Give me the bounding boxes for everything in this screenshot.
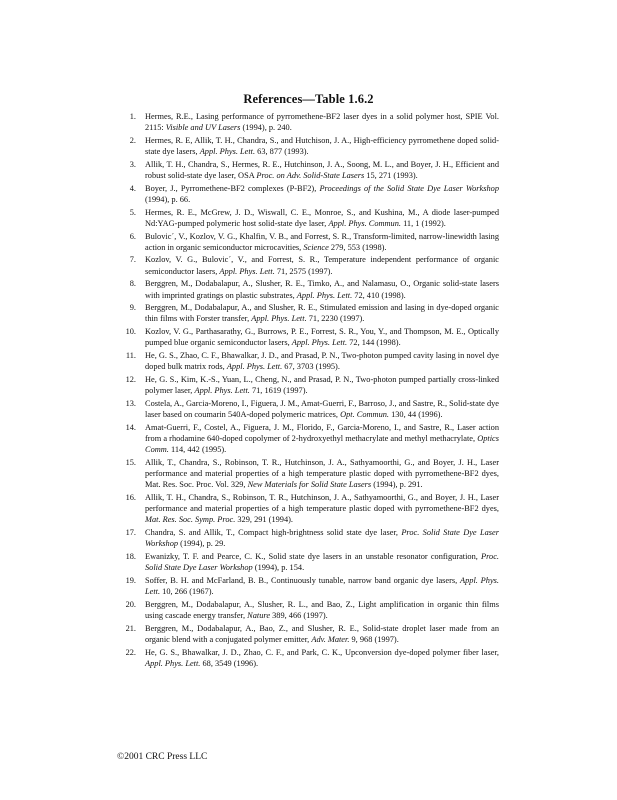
reference-item (117, 575, 499, 597)
reference-text: Berggren, M., Dodabalapur, A., Slusher, R. L., and Bao, Z., Light amplification in organic thin films using cascade energy transfer, (145, 599, 499, 621)
reference-number: 9 . (122, 302, 136, 313)
reference-item (117, 302, 499, 324)
reference-number: 2 . (122, 135, 136, 146)
reference-item (117, 159, 499, 181)
reference-number: 3 . (122, 159, 136, 170)
reference-item (117, 350, 499, 372)
reference-text: 389, 466 (1997). (270, 611, 328, 621)
reference-number: 1 . (122, 111, 136, 122)
reference-number: 10 . (122, 326, 136, 337)
reference-source-italic: Appl. Phys. Lett. (194, 386, 250, 396)
reference-text: Hermes, R.E., Lasing performance of pyrromethene-BF2 laser dyes in a solid polymer host, SPIE Vol. 2115: (145, 112, 499, 133)
reference-text: (1994), p. 66. (145, 194, 191, 204)
reference-number: 11 . (122, 350, 136, 361)
reference-item (117, 457, 499, 491)
reference-number: 15 . (122, 457, 136, 468)
reference-item (117, 374, 499, 396)
reference-number: 16 . (122, 492, 136, 503)
reference-source-italic: Optics Comm. (145, 433, 499, 455)
reference-number: 4 . (122, 183, 136, 194)
reference-number: 8 . (122, 278, 136, 289)
reference-number: 22 . (122, 647, 136, 658)
reference-number: 13 . (122, 398, 136, 409)
reference-item (117, 254, 499, 276)
reference-text: 9, 968 (1997). (349, 634, 399, 644)
reference-text: 279, 553 (1998). (328, 242, 387, 252)
reference-text: 71, 2575 (1997). (274, 266, 333, 276)
reference-item (117, 623, 499, 645)
reference-text: Berggren, M., Dodabalapur, A., Slusher, R. E., Timko, A., and Nalamasu, O., Organic solid-state lasers with imprinted gratings on plastic substrates, (145, 279, 499, 300)
reference-text: (1994), p. 154. (252, 563, 305, 573)
reference-text: Soffer, B. H. and McFarland, B. B., Continuously tunable, narrow band organic dye lasers, (145, 575, 461, 585)
reference-item (117, 647, 499, 669)
reference-source-italic: Mat. Res. Soc. Symp. Proc. (145, 515, 236, 525)
reference-source-italic: Visible and UV Lasers (165, 123, 241, 133)
reference-item (117, 422, 499, 456)
reference-text: 71, 1619 (1997). (249, 386, 308, 396)
reference-source-italic: Appl. Phys. Lett. (226, 362, 283, 372)
reference-text: 67, 3703 (1995). (282, 362, 340, 372)
reference-text: (1994), p. 29. (178, 539, 226, 549)
reference-source-italic: Opt. Commun. (340, 410, 389, 420)
reference-item (117, 278, 499, 300)
reference-text: 15, 271 (1993). (364, 171, 418, 181)
reference-number: 7 . (122, 254, 136, 265)
reference-text: 63, 877 (1993). (255, 147, 309, 157)
reference-text: 71, 2230 (1997). (306, 314, 365, 324)
reference-source-italic: Proc. Solid State Dye Laser Workshop (145, 528, 499, 549)
reference-text: 72, 410 (1998). (352, 290, 406, 300)
reference-text: Ewanizky, T. F. and Pearce, C. K., Solid state dye lasers in an unstable resonator configuration, (145, 552, 481, 562)
reference-source-italic: Appl. Phys. Lett. (219, 266, 275, 276)
reference-item (117, 231, 499, 253)
reference-source-italic: Science (303, 242, 329, 252)
reference-text: 329, 291 (1994). (235, 515, 294, 525)
reference-text: Boyer, J., Pyrromethene-BF2 complexes (P-BF2), (145, 183, 320, 193)
reference-item (117, 527, 499, 549)
reference-list (117, 111, 499, 671)
reference-text: 114, 442 (1995). (168, 445, 227, 455)
reference-number: 12 . (122, 374, 136, 385)
reference-number: 6 . (122, 231, 136, 242)
reference-source-italic: Appl. Phys. Lett. (251, 314, 307, 324)
reference-source-italic: Appl. Phys. Lett. (296, 290, 353, 300)
reference-source-italic: Appl. Phys. Lett. (199, 147, 256, 157)
reference-text: Berggren, M., Dodabalapur, A., Bao, Z., and Slusher, R. E., Solid-state droplet laser made from an organic blend with a conjugated polymer emitter, (145, 623, 499, 644)
reference-text: He, G. S., Bhawalkar, J. D., Zhao, C. F., and Park, C. K., Upconversion dye-doped polymer fiber laser, (145, 647, 499, 657)
reference-item (117, 111, 499, 133)
reference-text: Amat-Guerri, F., Costel, A., Figuera, J. M., Florido, F., Garcia-Moreno, I., and Sastre, R., Laser action from a rhodamine 640-doped copolymer of 2-hydroxyethyl methacrylate and methyl methacrylate, (145, 422, 499, 443)
reference-text: (1994), p. 240. (240, 123, 292, 133)
reference-item (117, 135, 499, 157)
reference-text: Kozlov, V. G., Bulovic´, V., and Forrest, S. R., Temperature independent performance of organic semiconductor lasers, (145, 255, 499, 276)
reference-item (117, 326, 499, 348)
reference-number: 19 . (122, 575, 136, 586)
reference-item (117, 599, 499, 621)
reference-text: Hermes, R. E, Allik, T. H., Chandra, S., and Hutchison, J. A., High-efficiency pyrromethene doped solid-state dye lasers, (145, 135, 499, 157)
reference-source-italic: Nature (247, 611, 271, 621)
reference-item (117, 551, 499, 573)
reference-source-italic: Appl. Phys. Commun. (328, 218, 401, 228)
reference-source-italic: Appl. Phys. Lett. (145, 575, 499, 597)
reference-text: 72, 144 (1998). (347, 338, 401, 348)
reference-number: 21 . (122, 623, 136, 634)
reference-text: Berggren, M., Dodabalapur, A., and Slusher, R. E., Stimulated emission and lasing in dye-doped organic thin films with Forster transfer, (145, 303, 499, 324)
reference-source-italic: Appl. Phys. Lett. (145, 658, 201, 668)
reference-text: 10, 266 (1967). (160, 587, 214, 597)
reference-source-italic: Appl. Phys. Lett. (291, 338, 348, 348)
reference-text: Costela, A., Garcia-Moreno, I., Figuera, J. M., Amat-Guerri, F., Barroso, J., and Sastre, R., Solid-state dye laser based on coumarin 540A-doped polymeric matrices, (145, 398, 499, 420)
reference-text: 130, 44 (1996). (389, 410, 443, 420)
reference-source-italic: New Materials for Solid State Lasers (247, 480, 372, 490)
reference-number: 20 . (122, 599, 136, 610)
page-title: References—Table 1.6.2 (243, 92, 374, 106)
reference-text: Bulovic´, V., Kozlov, V. G., Khalfin, V. B., and Forrest, S. R., Transform-limited, narrow-linewidth lasing action in organic semiconductor microcavities, (145, 231, 499, 252)
reference-number: 18 . (122, 551, 136, 562)
reference-source-italic: Adv. Mater. (311, 634, 350, 644)
reference-item (117, 207, 499, 229)
reference-number: 17 . (122, 527, 136, 538)
copyright-footer: ©2001 CRC Press LLC (117, 752, 208, 762)
reference-text: Allik, T. H., Chandra, S., Robinson, T. R., Hutchinson, J. A., Sathyamoorthi, G., and Boyer, J. H., Laser performance and material properties of a high temperature plastic doped with pyrromethene-BF2 dyes, (145, 493, 499, 514)
reference-text: Allik, T. H., Chandra, S., Hermes, R. E., Hutchinson, J. A., Soong, M. L., and Boyer, J. H., Efficient and robust solid-state dye laser, OSA (145, 159, 499, 181)
reference-text: 68, 3549 (1996). (200, 658, 259, 668)
reference-item (117, 492, 499, 526)
reference-number: 14 . (122, 422, 136, 433)
reference-text: He, G. S., Kim, K.-S., Yuan, L., Cheng, N., and Prasad, P. N., Two-photon pumped partially cross-linked polymer laser, (145, 374, 499, 396)
reference-item (117, 183, 499, 205)
reference-text: Chandra, S. and Allik, T., Compact high-brightness solid state dye laser, (145, 528, 402, 538)
reference-text: Hermes, R. E., McGrew, J. D., Wiswall, C. E., Monroe, S., and Kushina, M., A diode laser-pumped Nd:YAG-pumped polymeric host solid-state dye laser, (145, 207, 499, 228)
reference-source-italic: Proceedings of the Solid State Dye Laser Workshop (319, 183, 500, 193)
reference-text: He, G. S., Zhao, C. F., Bhawalkar, J. D., and Prasad, P. N., Two-photon pumped cavity lasing in novel dye doped bulk matrix rods, (145, 351, 499, 372)
reference-text: Kozlov, V. G., Parthasarathy, G., Burrows, P. E., Forrest, S. R., You, Y., and Thompson, M. E., Optically pumped blue organic semiconductor lasers, (145, 327, 499, 348)
reference-text: Allik, T., Chandra, S., Robinson, T. R., Hutchinson, J. A., Sathyamoorthi, G., and Boyer, J. H., Laser performance and material properties of a high temperature plastic doped with pyrromethene-BF2 dyes, Mat. Res. Soc. Proc. Vol. 329, (145, 457, 499, 490)
reference-text: (1994), p. 291. (371, 480, 423, 490)
reference-source-italic: Proc. on Adv. Solid-State Lasers (256, 171, 365, 181)
reference-source-italic: Proc. Solid State Dye Laser Workshop (145, 552, 499, 573)
reference-text: 11, 1 (1992). (400, 218, 446, 228)
reference-number: 5 . (122, 207, 136, 218)
reference-item (117, 398, 499, 420)
